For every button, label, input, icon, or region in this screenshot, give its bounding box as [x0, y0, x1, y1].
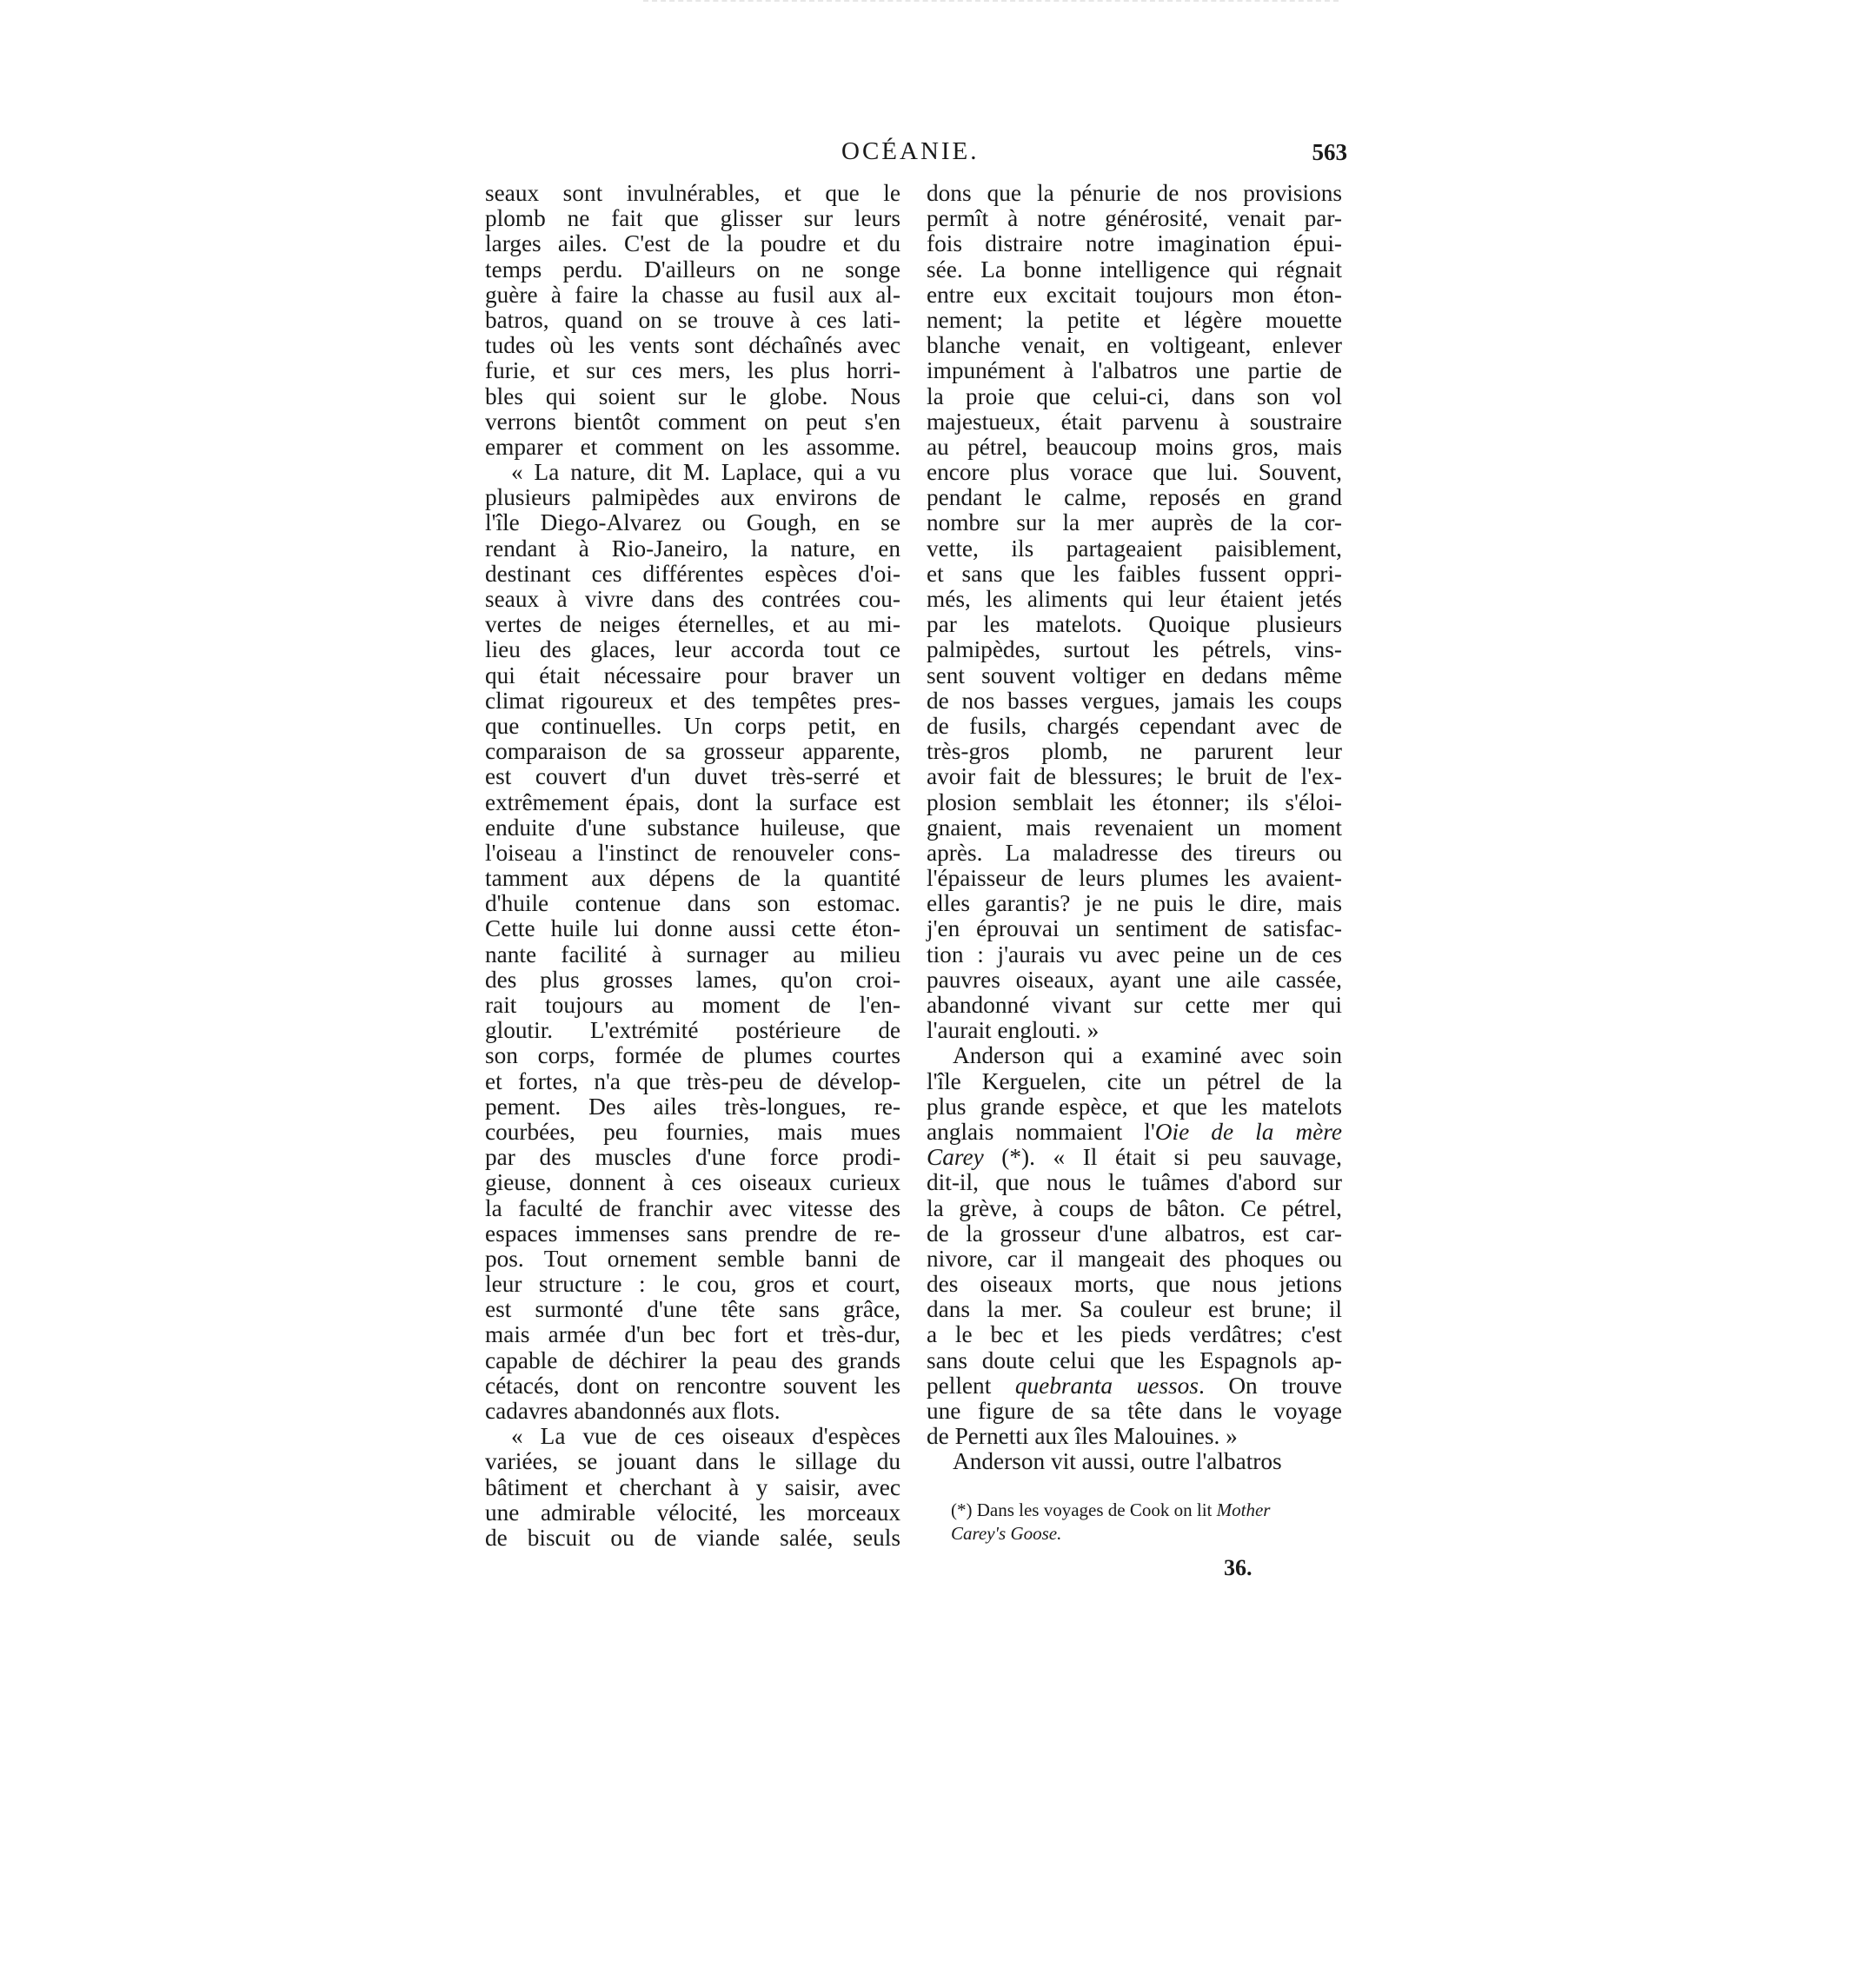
text-line: la proie que celui-ci, dans son vol	[927, 382, 1342, 409]
text-line: de la grosseur d'une albatros, est car-	[927, 1220, 1342, 1247]
text-line: leur structure : le cou, gros et court,	[485, 1271, 900, 1298]
text-line: Cette huile lui donne aussi cette éton-	[485, 915, 900, 942]
text-line: a le bec et les pieds verdâtres; c'est	[927, 1321, 1342, 1348]
text-segment: . On trouve	[1198, 1372, 1342, 1399]
text-line: est surmonté d'une tête sans grâce,	[485, 1296, 900, 1323]
text-line: pauvres oiseaux, ayant une aile cassée,	[927, 966, 1342, 993]
footnote-text: (*) Dans les voyages de Cook on lit	[951, 1499, 1217, 1520]
text-line-mixed	[927, 1120, 1342, 1145]
text-line: la faculté de franchir avec vitesse des	[485, 1194, 900, 1221]
text-line: encore plus vorace que lui. Souvent,	[927, 459, 1342, 486]
text-line: blanche venait, en voltigeant, enlever	[927, 332, 1342, 359]
text-line: nivore, car il mangeait des phoques ou	[927, 1245, 1342, 1272]
text-line: « La nature, dit M. Laplace, qui a vu	[511, 459, 900, 486]
text-line: que continuelles. Un corps petit, en	[485, 712, 900, 739]
text-line: avoir fait de blessures; le bruit de l'ex-	[927, 763, 1342, 790]
text-line: plosion semblait les étonner; ils s'éloi-	[927, 788, 1342, 815]
page-header	[485, 137, 1347, 172]
text-line: dit-il, que nous le tuâmes d'abord sur	[927, 1169, 1342, 1196]
text-line: courbées, peu fournies, mais mues	[485, 1118, 900, 1145]
text-line: nante facilité à surnager au milieu	[485, 941, 900, 967]
text-line: palmipèdes, surtout les pétrels, vins-	[927, 636, 1342, 663]
text-line: sans doute celui que les Espagnols ap-	[927, 1346, 1342, 1373]
text-line: més, les aliments qui leur étaient jetés	[927, 586, 1342, 612]
text-line: temps perdu. D'ailleurs on ne songe	[485, 256, 900, 283]
text-line: son corps, formée de plumes courtes	[485, 1042, 900, 1069]
text-line: tamment aux dépens de la quantité	[485, 865, 900, 892]
text-line: larges ailes. C'est de la poudre et du	[485, 230, 900, 257]
text-line: plomb ne fait que glisser sur leurs	[485, 205, 900, 232]
text-line: des oiseaux morts, que nous jetions	[927, 1271, 1342, 1298]
text-line: climat rigoureux et des tempêtes pres-	[485, 687, 900, 714]
text-line: « La vue de ces oiseaux d'espèces	[511, 1423, 900, 1450]
text-line: vette, ils partageaient paisiblement,	[927, 535, 1342, 562]
text-line: fois distraire notre imagination épui-	[927, 230, 1342, 257]
text-line: j'en éprouvai un sentiment de satisfac-	[927, 915, 1342, 942]
text-line: l'épaisseur de leurs plumes les avaient-	[927, 865, 1342, 892]
italic-segment: Carey	[927, 1144, 984, 1171]
left-column	[485, 181, 900, 1551]
text-line: tion : j'aurais vu avec peine un de ces	[927, 941, 1342, 967]
text-line: Anderson vit aussi, outre l'albatros	[953, 1448, 1282, 1475]
text-line: rendant à Rio-Janeiro, la nature, en	[485, 535, 900, 562]
signature-mark: 36.	[1224, 1555, 1253, 1580]
footnote-line	[951, 1522, 1342, 1546]
text-line: seaux à vivre dans des contrées cou-	[485, 586, 900, 612]
footnote	[951, 1499, 1342, 1546]
text-segment: pellent	[927, 1372, 1015, 1399]
text-line: de fusils, chargés cependant avec de	[927, 712, 1342, 739]
text-line: une figure de sa tête dans le voyage	[927, 1398, 1342, 1424]
text-line: lieu des glaces, leur accorda tout ce	[485, 636, 900, 663]
text-line: l'oiseau a l'instinct de renouveler cons-	[485, 839, 900, 866]
text-segment: (*). « Il était si peu sauvage,	[983, 1144, 1342, 1171]
text-line: plus grande espèce, et que les matelots	[927, 1093, 1342, 1120]
text-line: pos. Tout ornement semble banni de	[485, 1245, 900, 1272]
text-line: dons que la pénurie de nos provisions	[927, 180, 1342, 206]
text-line: majestueux, était parvenu à soustraire	[927, 408, 1342, 435]
text-line: pement. Des ailes très-longues, re-	[485, 1093, 900, 1120]
text-line: gnaient, mais revenaient un moment	[927, 814, 1342, 841]
text-line: bles qui soient sur le globe. Nous	[485, 382, 900, 409]
text-line: une admirable vélocité, les morceaux	[485, 1499, 900, 1526]
text-line: la grève, à coups de bâton. Ce pétrel,	[927, 1194, 1342, 1221]
text-line: d'huile contenue dans son estomac.	[485, 890, 900, 917]
text-line: impunément à l'albatros une partie de	[927, 357, 1342, 384]
text-line: et sans que les faibles fussent oppri-	[927, 560, 1342, 587]
text-line: espaces immenses sans prendre de re-	[485, 1220, 900, 1247]
text-line: cétacés, dont on rencontre souvent les	[485, 1372, 900, 1399]
italic-segment: quebranta uessos	[1014, 1372, 1199, 1399]
text-line: après. La maladresse des tireurs ou	[927, 839, 1342, 866]
text-line: très-gros plomb, ne parurent leur	[927, 738, 1342, 765]
text-line: Anderson qui a examiné avec soin	[953, 1042, 1342, 1069]
text-line: sent souvent voltiger en dedans même	[927, 662, 1342, 688]
right-column	[927, 181, 1342, 1475]
text-line: bâtiment et cherchant à y saisir, avec	[485, 1473, 900, 1500]
text-line: emparer et comment on les assomme.	[485, 433, 900, 460]
text-line: par des muscles d'une force prodi-	[485, 1144, 900, 1171]
footnote-italic: Mother	[1216, 1499, 1271, 1520]
page-number: 563	[1312, 139, 1347, 165]
text-line: nement; la petite et légère mouette	[927, 306, 1342, 333]
text-line: gieuse, donnent à ces oiseaux curieux	[485, 1169, 900, 1196]
text-line: mais armée d'un bec fort et très-dur,	[485, 1321, 900, 1348]
text-line: plusieurs palmipèdes aux environs de	[485, 484, 900, 511]
text-line: enduite d'une substance huileuse, que	[485, 814, 900, 841]
text-line: cadavres abandonnés aux flots.	[485, 1398, 781, 1424]
text-line: tudes où les vents sont déchaînés avec	[485, 332, 900, 359]
text-line: de biscuit ou de viande salée, seuls	[485, 1524, 900, 1551]
text-line: l'île Diego-Alvarez ou Gough, en se	[485, 509, 900, 536]
scan-edge-marks	[643, 0, 1339, 19]
text-line: pendant le calme, reposés en grand	[927, 484, 1342, 511]
text-line: dans la mer. Sa couleur est brune; il	[927, 1296, 1342, 1323]
text-line: de Pernetti aux îles Malouines. »	[927, 1423, 1238, 1450]
running-head: OCÉANIE.	[841, 137, 980, 165]
text-line: par les matelots. Quoique plusieurs	[927, 611, 1342, 638]
text-line-mixed	[927, 1373, 1342, 1399]
text-line: l'île Kerguelen, cite un pétrel de la	[927, 1067, 1342, 1094]
text-line: des plus grosses lames, qu'on croi-	[485, 966, 900, 993]
text-line: comparaison de sa grosseur apparente,	[485, 738, 900, 765]
text-line: et fortes, n'a que très-peu de dévelop-	[485, 1067, 900, 1094]
text-line: est couvert d'un duvet très-serré et	[485, 763, 900, 790]
text-line: gloutir. L'extrémité postérieure de	[485, 1017, 900, 1044]
text-line: qui était nécessaire pour braver un	[485, 662, 900, 688]
text-line: seaux sont invulnérables, et que le	[485, 180, 900, 206]
text-line: verrons bientôt comment on peut s'en	[485, 408, 900, 435]
text-line: furie, et sur ces mers, les plus horri-	[485, 357, 900, 384]
text-line: de nos basses vergues, jamais les coups	[927, 687, 1342, 714]
text-line: variées, se jouant dans le sillage du	[485, 1448, 900, 1475]
text-line: l'aurait englouti. »	[927, 1017, 1100, 1044]
text-line: capable de déchirer la peau des grands	[485, 1346, 900, 1373]
text-line: abandonné vivant sur cette mer qui	[927, 992, 1342, 1018]
text-line-mixed	[927, 1145, 1342, 1170]
italic-segment: Oie de la mère	[1154, 1118, 1343, 1145]
text-line: nombre sur la mer auprès de la cor-	[927, 509, 1342, 536]
text-line: rait toujours au moment de l'en-	[485, 992, 900, 1018]
text-line: sée. La bonne intelligence qui régnait	[927, 256, 1342, 283]
text-line: elles garantis? je ne puis le dire, mais	[927, 890, 1342, 917]
text-line: au pétrel, beaucoup moins gros, mais	[927, 433, 1342, 460]
text-line: permît à notre générosité, venait par-	[927, 205, 1342, 232]
text-line: batros, quand on se trouve à ces lati-	[485, 306, 900, 333]
text-line: extrêmement épais, dont la surface est	[485, 788, 900, 815]
text-line: destinant ces différentes espèces d'oi-	[485, 560, 900, 587]
footnote-italic: Carey's Goose.	[951, 1523, 1062, 1544]
text-line: vertes de neiges éternelles, et au mi-	[485, 611, 900, 638]
text-line: guère à faire la chasse au fusil aux al-	[485, 281, 900, 308]
text-line: entre eux excitait toujours mon éton-	[927, 281, 1342, 308]
footnote-line	[951, 1499, 1342, 1522]
text-segment: anglais nommaient l'	[927, 1118, 1155, 1145]
